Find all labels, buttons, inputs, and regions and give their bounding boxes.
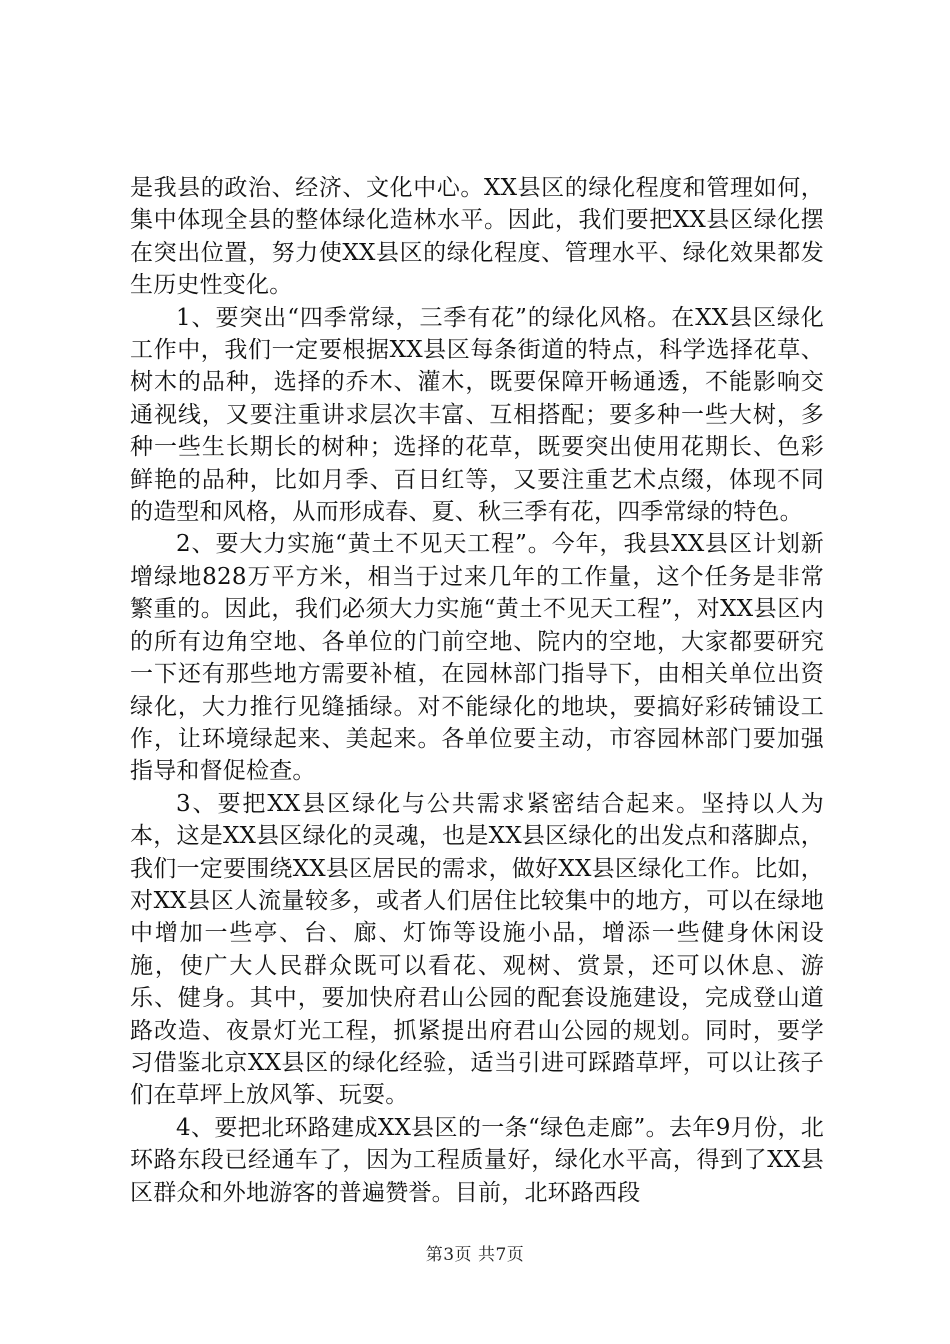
paragraph-item-4: 4、要把北环路建成XX县区的一条“绿色走廊”。去年9月份，北环路东段已经通车了，因为工程质量好，绿化水平高，得到了XX县区群众和外地游客的普遍赞誉。目前，北环路西段 [130, 1114, 824, 1206]
document-body [130, 172, 824, 1209]
paragraph-item-3: 3、要把XX县区绿化与公共需求紧密结合起来。坚持以人为本，这是XX县区绿化的灵魂，也是XX县区绿化的出发点和落脚点，我们一定要围绕XX县区居民的需求，做好XX县区绿化工作。比如，对XX县区人流量较多，或者人们居住比较集中的地方，可以在绿地中增加一些亭、台、廊、灯饰等设施小品，增添一些健身休闲设施，使广大人民群众既可以看花、观树、赏景，还可以休息、游乐、健身。其中，要加快府君山公园的配套设施建设，完成登山道路改造、夜景灯光工程，抓紧提出府君山公园的规划。同时，要学习借鉴北京XX县区的绿化经验，适当引进可踩踏草坪，可以让孩子们在草坪上放风筝、玩耍。 [130, 790, 824, 1109]
paragraph-item-1: 1、要突出“四季常绿，三季有花”的绿化风格。在XX县区绿化工作中，我们一定要根据XX县区每条街道的特点，科学选择花草、树木的品种，选择的乔木、灌木，既要保障开畅通透，不能影响交通视线，又要注重讲求层次丰富、互相搭配；要多种一些大树，多种一些生长期长的树种；选择的花草，既要突出使用花期长、色彩鲜艳的品种，比如月季、百日红等，又要注重艺术点缀，体现不同的造型和风格，从而形成春、夏、秋三季有花，四季常绿的特色。 [130, 304, 824, 526]
page-number-label: 第3页 共7页 [425, 1245, 525, 1265]
page-footer [0, 1244, 950, 1266]
paragraph-item-2: 2、要大力实施“黄土不见天工程”。今年，我县XX县区计划新增绿地828万平方米，相当于过来几年的工作量，这个任务是非常繁重的。因此，我们必须大力实施“黄土不见天工程”，对XX县区内的所有边角空地、各单位的门前空地、院内的空地，大家都要研究一下还有那些地方需要补植，在园林部门指导下，由相关单位出资绿化，大力推行见缝插绿。对不能绿化的地块，要搞好彩砖铺设工作，让环境绿起来、美起来。各单位要主动，市容园林部门要加强指导和督促检查。 [130, 531, 824, 785]
paragraph-intro: 是我县的政治、经济、文化中心。XX县区的绿化程度和管理如何，集中体现全县的整体绿化造林水平。因此，我们要把XX县区绿化摆在突出位置，努力使XX县区的绿化程度、管理水平、绿化效果都发生历史性变化。 [130, 175, 824, 299]
